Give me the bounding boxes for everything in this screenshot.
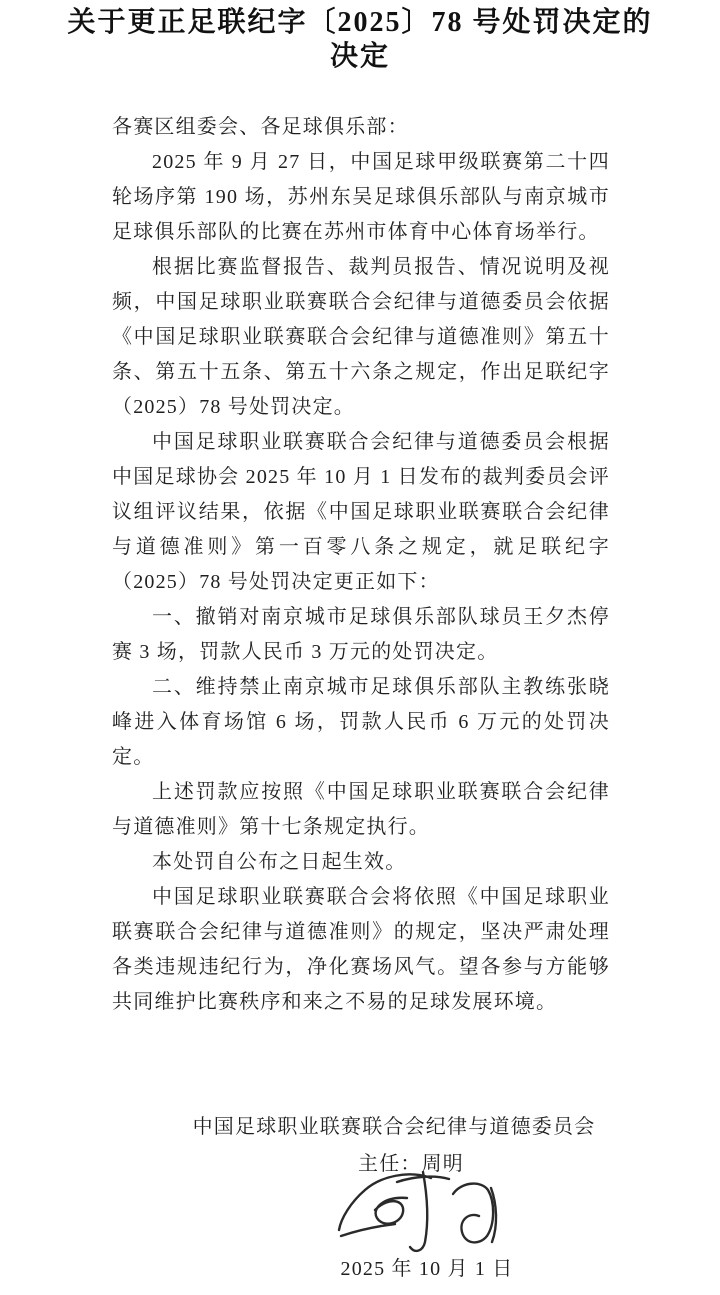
document-title: 关于更正足联纪字〔2025〕78 号处罚决定的决定: [67, 7, 653, 72]
closing-signer-line: 主任：周明: [358, 1153, 464, 1175]
paragraph-correction-basis: 中国足球职业联赛联合会纪律与道德委员会根据中国足球协会 2025 年 10 月 1 日发布的裁判委员会评议组评议结果，依据《中国足球职业联赛联合会纪律与道德准则》第一百零八条之规定，就足联纪字（2025）78 号处罚决定更正如下：: [112, 431, 610, 593]
closing-date: 2025 年 10 月 1 日: [340, 1258, 514, 1280]
closing-committee-name: 中国足球职业联赛联合会纪律与道德委员会: [192, 1116, 596, 1138]
paragraph-match-info: 2025 年 9 月 27 日，中国足球甲级联赛第二十四轮场序第 190 场，苏州东吴足球俱乐部队与南京城市足球俱乐部队的比赛在苏州市体育中心体育场举行。: [112, 151, 610, 243]
document-body: [0, 110, 720, 1020]
salutation-line: 各赛区组委会、各足球俱乐部：: [112, 116, 409, 138]
paragraph-closing-statement: 中国足球职业联赛联合会将依照《中国足球职业联赛联合会纪律与道德准则》的规定，坚决严肃处理各类违规违纪行为，净化赛场风气。望各参与方能够共同维护比赛秩序和来之不易的足球发展环境。: [112, 886, 610, 1013]
signature-zhouming-image: [335, 1166, 510, 1258]
paragraph-item-one-revocation: 一、撤销对南京城市足球俱乐部队球员王夕杰停赛 3 场，罚款人民币 3 万元的处罚决定。: [112, 606, 610, 663]
paragraph-item-two-upheld: 二、维持禁止南京城市足球俱乐部队主教练张晓峰进入体育场馆 6 场，罚款人民币 6 万元的处罚决定。: [112, 676, 610, 768]
paragraph-fine-execution: 上述罚款应按照《中国足球职业联赛联合会纪律与道德准则》第十七条规定执行。: [112, 781, 610, 838]
paragraph-original-decision-basis: 根据比赛监督报告、裁判员报告、情况说明及视频，中国足球职业联赛联合会纪律与道德委员会依据《中国足球职业联赛联合会纪律与道德准则》第五十条、第五十五条、第五十六条之规定，作出足联纪字（2025）78 号处罚决定。: [112, 256, 610, 418]
paragraph-effective-date: 本处罚自公布之日起生效。: [152, 851, 407, 873]
